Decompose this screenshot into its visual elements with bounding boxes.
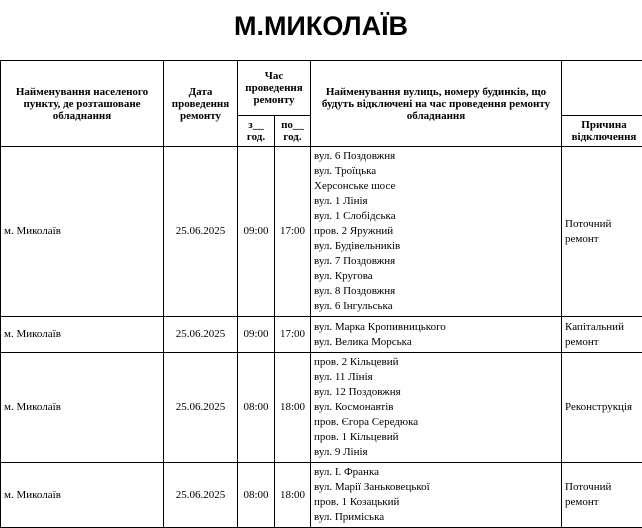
- street-item: вул. 6 Інгульська: [314, 299, 558, 314]
- cell-reason: Поточний ремонт: [562, 463, 642, 528]
- header-reason: Причина відключення: [562, 116, 642, 147]
- street-item: вул. Марії Заньковецької: [314, 480, 558, 495]
- header-location: Найменування населеного пункту, де розташоване обладнання: [1, 61, 164, 147]
- header-from: з__ год.: [238, 116, 275, 147]
- cell-from: 09:00: [238, 147, 275, 317]
- table-row: [1, 463, 642, 528]
- cell-date: 25.06.2025: [164, 463, 238, 528]
- cell-streets: [311, 463, 562, 528]
- cell-to: 18:00: [275, 353, 311, 463]
- street-item: пров. 1 Козацький: [314, 495, 558, 510]
- cell-streets: [311, 317, 562, 353]
- cell-from: 09:00: [238, 317, 275, 353]
- table-row: [1, 317, 642, 353]
- street-item: пров. Єгора Середюка: [314, 415, 558, 430]
- cell-location: м. Миколаїв: [1, 317, 164, 353]
- street-item: вул. 7 Поздовжня: [314, 254, 558, 269]
- cell-date: 25.06.2025: [164, 317, 238, 353]
- street-item: вул. Приміська: [314, 510, 558, 525]
- cell-location: м. Миколаїв: [1, 353, 164, 463]
- street-item: вул. 6 Поздовжня: [314, 149, 558, 164]
- street-item: вул. І. Франка: [314, 465, 558, 480]
- table-row: [1, 147, 642, 317]
- cell-from: 08:00: [238, 353, 275, 463]
- cell-location: м. Миколаїв: [1, 463, 164, 528]
- cell-from: 08:00: [238, 463, 275, 528]
- street-item: вул. 12 Поздовжня: [314, 385, 558, 400]
- street-item: пров. 2 Кільцевий: [314, 355, 558, 370]
- header-streets: Найменування вулиць, номеру будинків, що будуть відключені на час проведення ремонту обладнання: [311, 61, 562, 147]
- cell-location: м. Миколаїв: [1, 147, 164, 317]
- street-item: вул. Велика Морська: [314, 335, 558, 350]
- cell-date: 25.06.2025: [164, 147, 238, 317]
- header-time: Час проведення ремонту: [238, 61, 311, 116]
- street-item: вул. Космонавтів: [314, 400, 558, 415]
- cell-streets: [311, 147, 562, 317]
- cell-reason: Поточний ремонт: [562, 147, 642, 317]
- street-item: вул. 8 Поздовжня: [314, 284, 558, 299]
- street-item: вул. 1 Лінія: [314, 194, 558, 209]
- street-item: пров. 1 Кільцевий: [314, 430, 558, 445]
- page-title: М.МИКОЛАЇВ: [0, 8, 642, 44]
- cell-to: 17:00: [275, 317, 311, 353]
- street-item: пров. 2 Яружний: [314, 224, 558, 239]
- street-item: вул. Марка Кропивницького: [314, 320, 558, 335]
- cell-streets: [311, 353, 562, 463]
- cell-to: 18:00: [275, 463, 311, 528]
- street-item: вул. 1 Слобідська: [314, 209, 558, 224]
- cell-to: 17:00: [275, 147, 311, 317]
- table-row: [1, 353, 642, 463]
- street-item: Херсонське шосе: [314, 179, 558, 194]
- cell-reason: Реконструкція: [562, 353, 642, 463]
- header-to: по__ год.: [275, 116, 311, 147]
- street-item: вул. Будівельників: [314, 239, 558, 254]
- street-item: вул. Троїцька: [314, 164, 558, 179]
- cell-reason: Капітальний ремонт: [562, 317, 642, 353]
- street-item: вул. Кругова: [314, 269, 558, 284]
- outage-table: [0, 60, 642, 528]
- street-item: вул. 11 Лінія: [314, 370, 558, 385]
- header-date: Дата проведення ремонту: [164, 61, 238, 147]
- street-item: вул. 9 Лінія: [314, 445, 558, 460]
- cell-date: 25.06.2025: [164, 353, 238, 463]
- header-reason-spacer: [562, 61, 642, 116]
